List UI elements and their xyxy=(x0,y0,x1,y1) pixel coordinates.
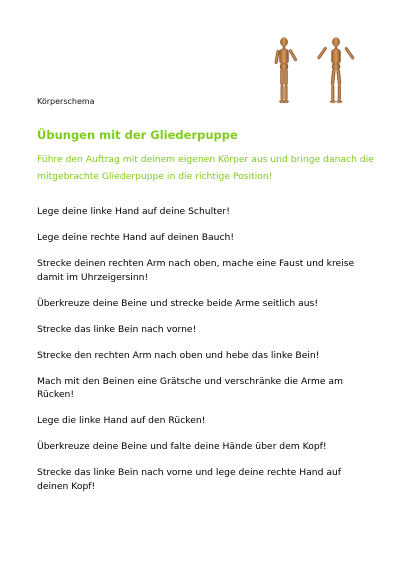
instruction-item: Strecke das linke Bein nach vorne! xyxy=(37,323,197,335)
mannequin-icon xyxy=(268,36,364,106)
mannequin-illustration xyxy=(268,36,364,106)
instruction-item: Strecke das linke Bein nach vorne und lege deine rechte Hand auf deinen Kopf! xyxy=(37,467,342,492)
instruction-item: Lege deine linke Hand auf deine Schulter! xyxy=(37,206,230,217)
instruction-list xyxy=(37,205,367,506)
instruction-item: Überkreuze deine Beine und strecke beide Arme seitlich aus! xyxy=(37,297,319,309)
document-category: Körperschema xyxy=(37,97,95,106)
mannequin-figure-right xyxy=(317,38,355,103)
instruction-item: Strecke deinen rechten Arm nach oben, mache eine Faust und kreise damit im Uhrzeigersinn! xyxy=(37,258,355,283)
document-intro: Führe den Auftrag mit deinem eigenen Körper aus und bringe danach die mitgebrachte Gliederpuppe in die richtige Position! xyxy=(37,154,374,182)
mannequin-figure-left xyxy=(275,38,298,103)
document-title: Übungen mit der Gliederpuppe xyxy=(37,128,238,142)
instruction-item: Mach mit den Beinen eine Grätsche und verschränke die Arme am Rücken! xyxy=(37,375,343,400)
instruction-item: Überkreuze deine Beine und falte deine Hände über dem Kopf! xyxy=(37,441,327,452)
instruction-item: Strecke den rechten Arm nach oben und hebe das linke Bein! xyxy=(37,349,320,361)
instruction-item: Lege deine rechte Hand auf deinen Bauch! xyxy=(37,232,235,243)
instruction-item: Lege die linke Hand auf den Rücken! xyxy=(37,415,206,426)
